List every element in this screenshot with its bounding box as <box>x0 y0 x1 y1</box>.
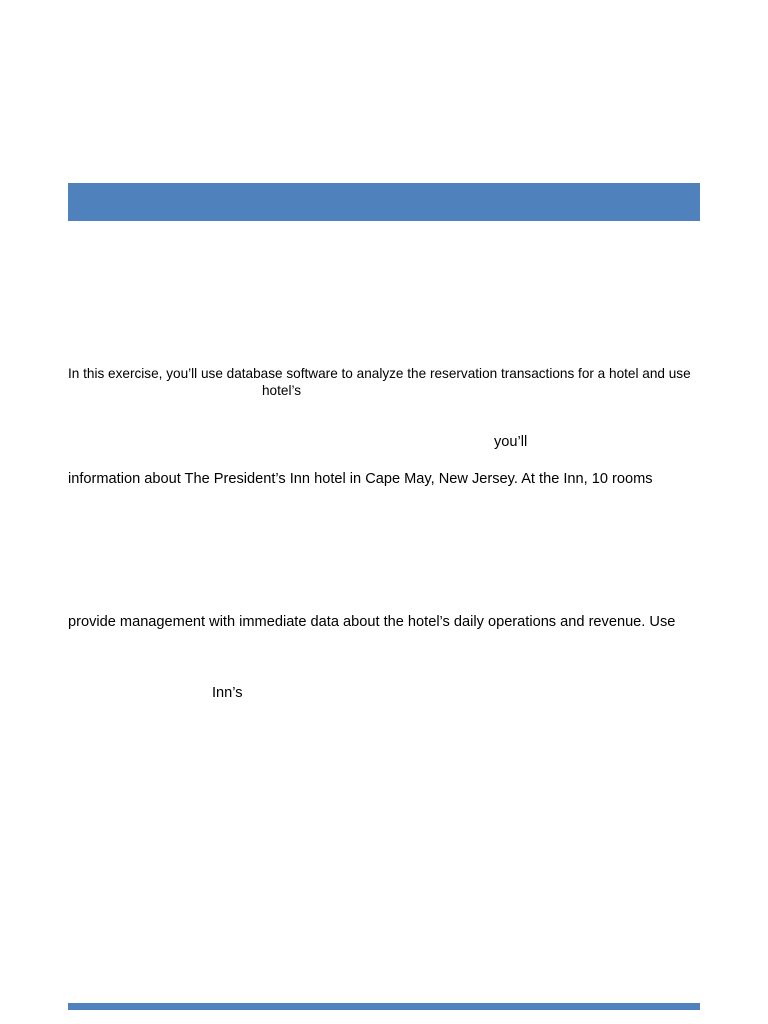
text-line-hotels: hotel’s <box>262 383 302 398</box>
text-line-youll: you’ll <box>494 434 528 450</box>
text-line-inns: Inn’s <box>212 685 243 701</box>
text-line-management: provide management with immediate data about the hotel’s daily operations and revenue. Use <box>68 614 676 630</box>
text-line-intro: In this exercise, you’ll use database software to analyze the reservation transactions for a hotel and use <box>68 366 691 381</box>
footer-rule <box>68 1003 700 1010</box>
text-line-presidents-inn: information about The President’s Inn hotel in Cape May, New Jersey. At the Inn, 10 rooms <box>68 471 653 487</box>
header-bar <box>68 183 700 221</box>
